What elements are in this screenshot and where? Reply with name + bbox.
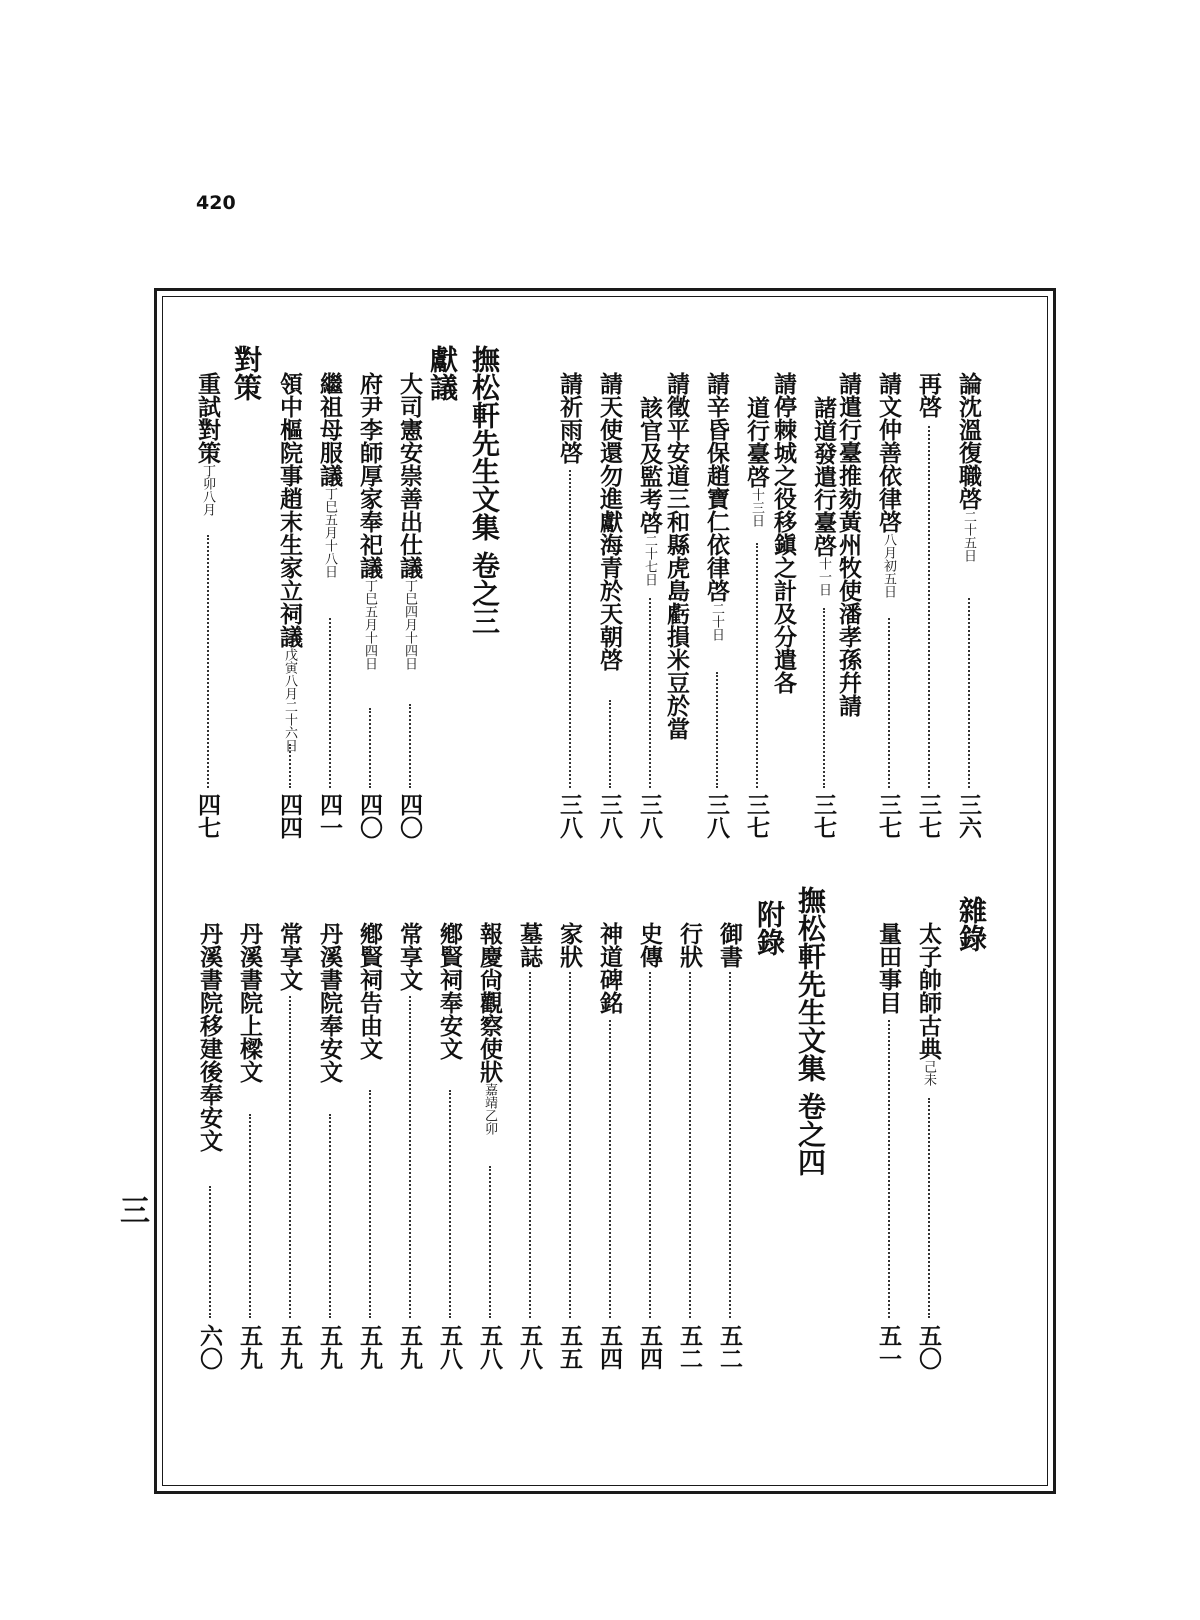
dot-leader xyxy=(409,704,411,788)
toc-entry: 請遣行臺推劾黃州牧使潘孝孫幷請 xyxy=(835,372,862,717)
toc-entry: 墓誌 xyxy=(516,922,543,968)
section-heading: 附錄 xyxy=(753,900,786,956)
toc-entry: 報慶尙觀察使狀嘉靖乙卯 xyxy=(476,922,503,1135)
toc-entry: 御書 xyxy=(716,922,743,968)
date-note: 二十七日 xyxy=(642,534,657,586)
toc-entry: 常享文 xyxy=(276,922,303,991)
page-ref: 六〇 xyxy=(196,1324,223,1370)
toc-entry: 大司憲安崇善出仕議丁巳四月十四日 xyxy=(396,372,423,670)
page-ref: 三八 xyxy=(596,793,623,839)
dot-leader xyxy=(968,598,970,788)
date-note: 十三日 xyxy=(749,488,764,527)
page-ref: 三八 xyxy=(556,793,583,839)
dot-leader xyxy=(249,1114,251,1318)
page-ref: 三七 xyxy=(915,793,942,839)
dot-leader xyxy=(928,426,930,788)
date-note: 二十日 xyxy=(709,602,724,641)
date-note: 戊寅八月二十六日 xyxy=(282,648,297,752)
page-ref: 五九 xyxy=(396,1324,423,1370)
toc-entry: 丹溪書院上樑文 xyxy=(236,922,263,1083)
date-note: 丁巳五月十八日 xyxy=(322,487,337,578)
toc-entry: 請辛昏保趙寶仁依律啓二十日 xyxy=(703,372,730,641)
dot-leader xyxy=(329,1114,331,1318)
volume-title: 撫松軒先生文集 卷之四 xyxy=(794,886,827,1176)
dot-leader xyxy=(449,1090,451,1318)
dot-leader xyxy=(888,618,890,788)
page-ref: 五一 xyxy=(875,1324,902,1370)
dot-leader xyxy=(756,543,758,788)
dot-leader xyxy=(369,708,371,788)
page-ref: 五〇 xyxy=(915,1324,942,1370)
toc-entry: 太子帥師古典己未 xyxy=(915,922,942,1086)
page-number: 420 xyxy=(196,192,236,214)
page-ref: 四〇 xyxy=(396,793,423,839)
page-ref: 三七 xyxy=(743,793,770,839)
dot-leader xyxy=(489,1166,491,1318)
page-ref: 三七 xyxy=(875,793,902,839)
toc-entry: 重試對策丁卯八月 xyxy=(194,372,221,516)
page-ref: 三八 xyxy=(636,793,663,839)
dot-leader xyxy=(207,535,209,788)
toc-entry: 請停棘城之役移鎭之計及分遣各 xyxy=(770,372,797,694)
page-ref: 五八 xyxy=(516,1324,543,1370)
page-ref: 五八 xyxy=(476,1324,503,1370)
page-ref: 五九 xyxy=(316,1324,343,1370)
toc-entry: 請祈雨啓 xyxy=(556,372,583,464)
page-ref: 五九 xyxy=(236,1324,263,1370)
toc-entry: 行狀 xyxy=(676,922,703,968)
dot-leader xyxy=(888,1020,890,1318)
toc-entry: 請文仲善依律啓八月初五日 xyxy=(875,372,902,598)
date-note: 十一日 xyxy=(816,557,831,596)
toc-entry: 領中樞院事趙末生家立祠議戊寅八月二十六日 xyxy=(276,372,303,752)
page-ref: 五八 xyxy=(436,1324,463,1370)
page-ref: 五四 xyxy=(636,1324,663,1370)
dot-leader xyxy=(369,1090,371,1318)
dot-leader xyxy=(928,1098,930,1318)
page-ref: 四〇 xyxy=(356,793,383,839)
dot-leader xyxy=(569,972,571,1318)
dot-leader xyxy=(649,972,651,1318)
page-ref: 五二 xyxy=(716,1324,743,1370)
dot-leader xyxy=(823,608,825,788)
page-ref: 五九 xyxy=(356,1324,383,1370)
dot-leader xyxy=(649,598,651,788)
page-ref: 五二 xyxy=(676,1324,703,1370)
toc-entry: 史傳 xyxy=(636,922,663,968)
toc-entry: 鄕賢祠告由文 xyxy=(356,922,383,1060)
page-ref: 五五 xyxy=(556,1324,583,1370)
toc-entry: 丹溪書院奉安文 xyxy=(316,922,343,1083)
volume-title: 撫松軒先生文集 卷之三 xyxy=(468,345,501,635)
toc-entry: 論沈溫復職啓二十五日 xyxy=(955,372,982,562)
page-ref: 三八 xyxy=(703,793,730,839)
date-note: 丁卯八月 xyxy=(200,464,215,516)
toc-entry: 請天使還勿進獻海青於天朝啓 xyxy=(596,372,623,671)
date-note: 丁巳五月十四日 xyxy=(362,579,377,670)
section-heading: 對策 xyxy=(230,345,263,401)
dot-leader xyxy=(569,470,571,788)
page-ref: 三六 xyxy=(955,793,982,839)
toc-entry: 家狀 xyxy=(556,922,583,968)
dot-leader xyxy=(716,672,718,788)
toc-entry: 府尹李師厚家奉祀議丁巳五月十四日 xyxy=(356,372,383,670)
toc-entry-cont: 諸道發遣行臺啓十一日 xyxy=(810,396,837,596)
section-heading: 雜錄 xyxy=(955,896,988,952)
dot-leader xyxy=(729,972,731,1318)
dot-leader xyxy=(289,744,291,788)
toc-entry: 丹溪書院移建後奉安文 xyxy=(196,922,223,1152)
toc-entry: 再啓 xyxy=(915,372,942,418)
dot-leader xyxy=(689,972,691,1318)
date-note: 己未 xyxy=(921,1060,936,1086)
toc-entry: 神道碑銘 xyxy=(596,922,623,1014)
dot-leader xyxy=(289,996,291,1318)
dot-leader xyxy=(209,1186,211,1318)
dot-leader xyxy=(329,618,331,788)
date-note: 嘉靖乙卯 xyxy=(482,1083,497,1135)
page-ref: 五九 xyxy=(276,1324,303,1370)
toc-entry-cont: 道行臺啓十三日 xyxy=(743,396,770,527)
page-ref: 三七 xyxy=(810,793,837,839)
dot-leader xyxy=(609,700,611,788)
dot-leader xyxy=(609,1020,611,1318)
page-ref: 四七 xyxy=(194,793,221,839)
page-side-marker: 三 xyxy=(120,1194,150,1229)
toc-entry: 繼祖母服議丁巳五月十八日 xyxy=(316,372,343,578)
date-note: 八月初五日 xyxy=(881,533,896,598)
toc-entry: 請徵平安道三和縣虎島虧損米豆於當 xyxy=(663,372,690,740)
date-note: 二十五日 xyxy=(961,510,976,562)
page-ref: 四四 xyxy=(276,793,303,839)
dot-leader xyxy=(409,996,411,1318)
toc-entry: 鄕賢祠奉安文 xyxy=(436,922,463,1060)
toc-entry: 常享文 xyxy=(396,922,423,991)
toc-entry: 量田事目 xyxy=(875,922,902,1014)
page-ref: 五四 xyxy=(596,1324,623,1370)
toc-entry-cont: 該官及監考啓二十七日 xyxy=(636,396,663,586)
date-note: 丁巳四月十四日 xyxy=(402,579,417,670)
dot-leader xyxy=(529,972,531,1318)
page-ref: 四一 xyxy=(316,793,343,839)
section-heading: 獻議 xyxy=(426,345,459,401)
